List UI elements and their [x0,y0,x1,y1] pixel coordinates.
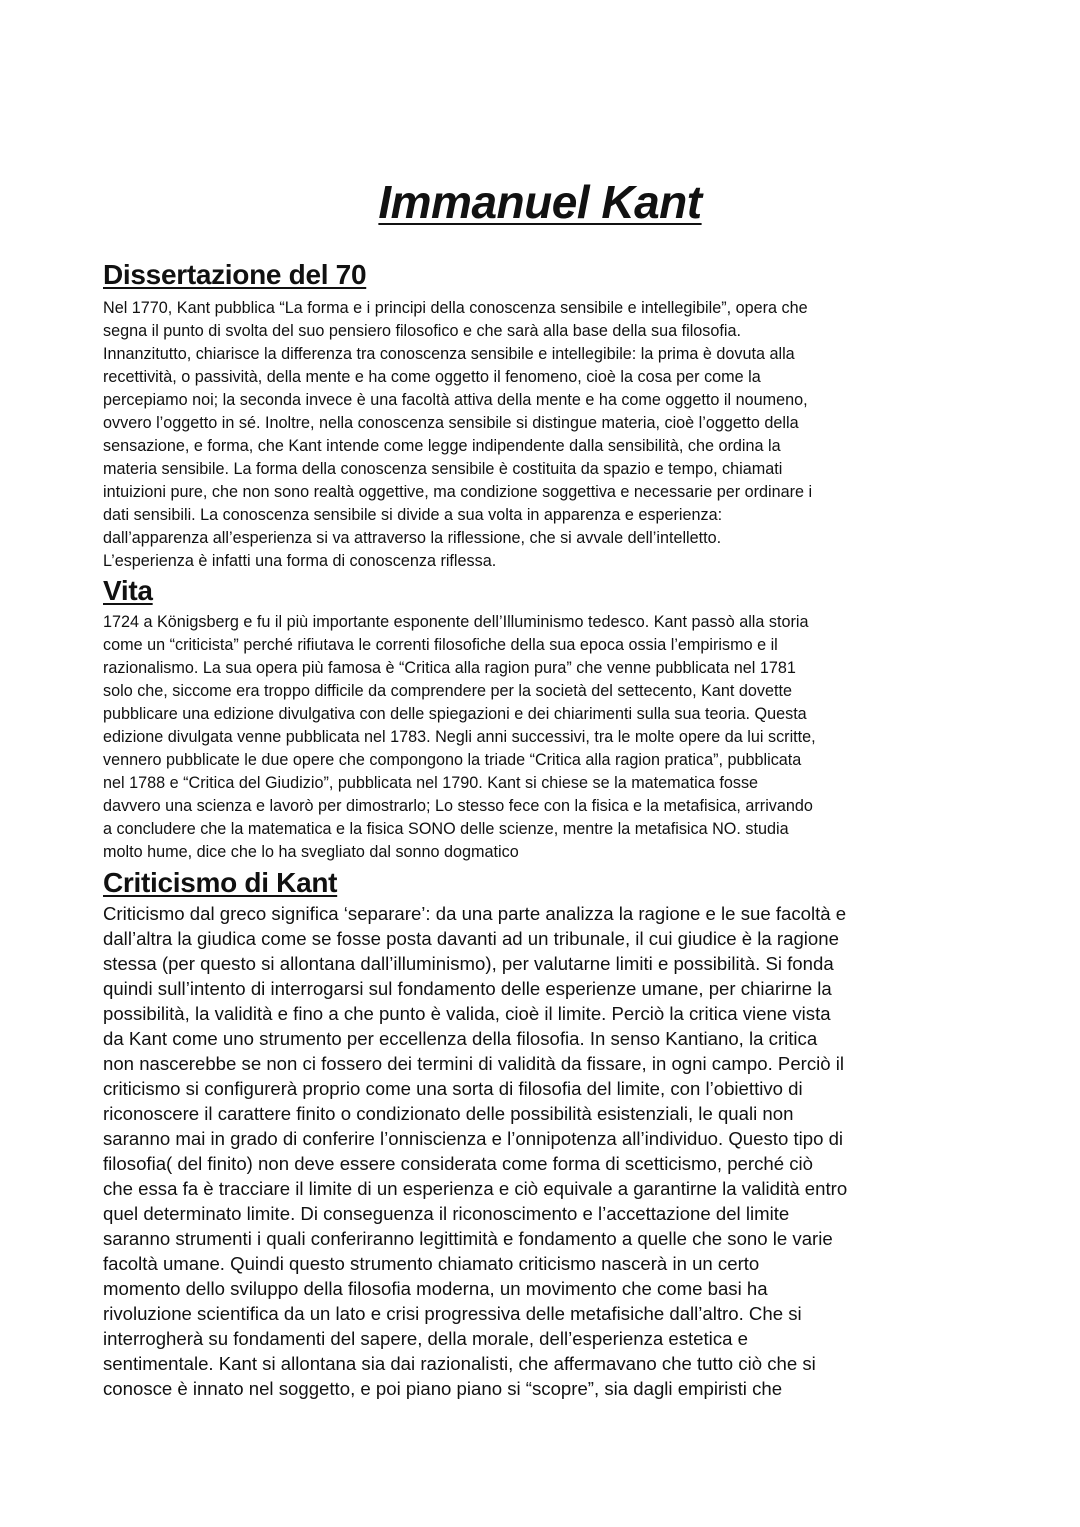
page-title: Immanuel Kant [378,176,702,228]
section-body-vita: 1724 a Königsberg e fu il più importante esponente dell’Illuminismo tedesco. Kant passò alla storia come un “criticista” perché rifiutava le correnti filosofiche della sua epoca ossia l’empirismo e il razionalismo. La sua opera più famosa è “Critica alla ragion pura” che venne pubblicata nel 1781 solo che, siccome era troppo difficile da comprendere per la società del settecento, Kant dovette pubblicare una edizione divulgativa con delle spiegazioni e dei chiarimenti sulla sua teoria. Questa edizione divulgata venne pubblicata nel 1783. Negli anni successivi, tra le molte opere da lui scritte, vennero pubblicate le due opere che compongono la triade “Critica alla ragion pratica”, pubblicata nel 1788 e “Critica del Giudizio”, pubblicata nel 1790. Kant si chiese se la matematica fosse davvero una scienza e lavorò per dimostrarlo; Lo stesso fece con la fisica e la metafisica, arrivando a concludere che la matematica e la fisica SONO delle scienze, mentre la metafisica NO. studia molto hume, dice che lo ha svegliato dal sonno dogmatico [103,613,816,861]
section-body-criticismo: Criticismo dal greco significa ‘separare’: da una parte analizza la ragione e le sue facoltà e dall’altra la giudica come se fosse posta davanti ad un tribunale, il cui giudice è la ragione stessa (per questo si allontana dall’illuminismo), per valutarne limiti e possibilità. Si fonda quindi sull’intento di interrogarsi sul fondamento delle esperienze umane, per chiarirne la possibilità, la validità e fino a che punto è valida, cioè il limite. Perciò la critica viene vista da Kant come uno strumento per eccellenza della filosofia. In senso Kantiano, la critica non nascerebbe se non ci fossero dei termini di validità da fissare, in ogni campo. Perciò il criticismo si configurerà proprio come una sorta di filosofia del limite, con l’obiettivo di riconoscere il carattere finito o condizionato delle possibilità esistenziali, le quali non saranno mai in grado di conferire l’onniscienza e l’onnipotenza all’individuo. Questo tipo di filosofia( del finito) non deve essere considerata come forma di scetticismo, perché ciò che essa fa è tracciare il limite di un esperienza e ciò equivale a garantirne la validità entro quel determinato limite. Di conseguenza il riconoscimento e l’accettazione del limite saranno strumenti i quali conferiranno legittimità e fondamento a quelle che sono le varie facoltà umane. Quindi questo strumento chiamato criticismo nascerà in un certo momento dello sviluppo della filosofia moderna, un movimento che come basi ha rivoluzione scientifica da un lato e crisi progressiva delle metafisiche dall’altro. Che si interrogherà su fondamenti del sapere, della morale, dell’esperienza estetica e sentimentale. Kant si allontana sia dai razionalisti, che affermavano che tutto ciò che si conosce è innato nel soggetto, e poi piano piano si “scopre”, sia dagli empiristi che [103,903,848,1399]
section-body-dissertazione: Nel 1770, Kant pubblica “La forma e i principi della conoscenza sensibile e intellegibile”, opera che segna il punto di svolta del suo pensiero filosofico e che sarà alla base della sua filosofia. Innanzitutto, chiarisce la differenza tra conoscenza sensibile e intellegibile: la prima è dovuta alla recettività, o passività, della mente e ha come oggetto il fenomeno, cioè la cosa per come la percepiamo noi; la seconda invece è una facoltà attiva della mente e ha come oggetto il noumeno, ovvero l’oggetto in sé. Inoltre, nella conoscenza sensibile si distingue materia, cioè l’oggetto della sensazione, e forma, che Kant intende come legge indipendente dalla sensibilità, che ordina la materia sensibile. La forma della conoscenza sensibile è costituita da spazio e tempo, chiamati intuizioni pure, che non sono realtà oggettive, ma condizione soggettiva e necessarie per ordinare i dati sensibili. La conoscenza sensibile si divide a sua volta in apparenza e esperienza: dall’apparenza all’esperienza si va attraverso la riflessione, che si avvale dell’intelletto. L’esperienza è infatti una forma di conoscenza riflessa. [103,299,813,570]
section-heading-dissertazione: Dissertazione del 70 [103,259,367,290]
section-heading-vita: Vita [103,575,153,606]
section-heading-criticismo: Criticismo di Kant [103,867,338,898]
